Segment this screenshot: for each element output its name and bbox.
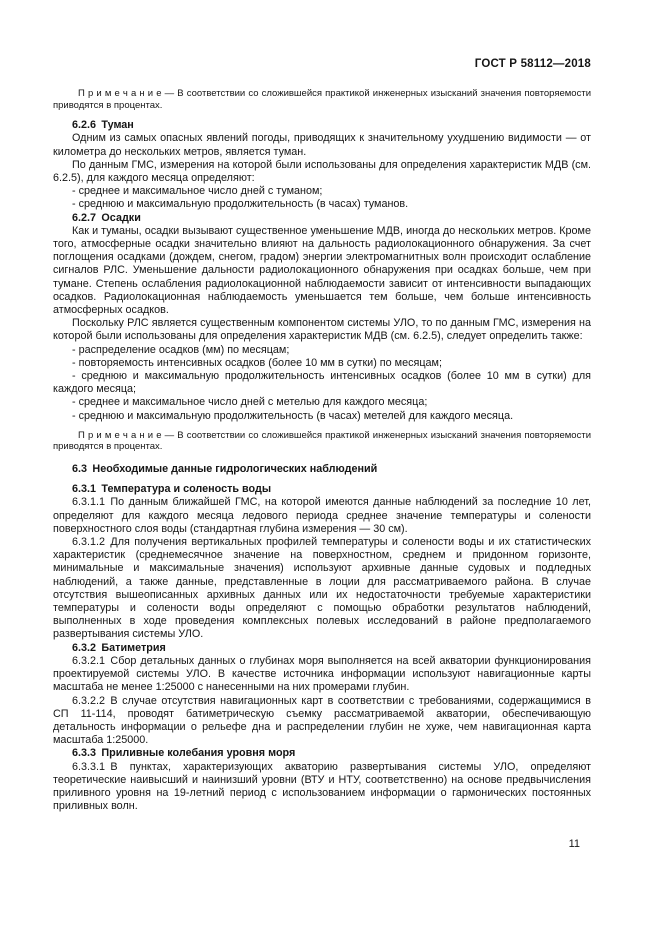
paragraph: 6.3.1.1 По данным ближайшей ГМС, на которой имеются данные наблюдений за последние 10 лет, определяют для каждого месяца ледового периода среднее значение температуры и солености поверхностного слоя воды (стандартная глубина измерения — 30 см). [53, 496, 591, 535]
note-repeatability: П р и м е ч а н и е — В соответствии со сложившейся практикой инженерных изысканий значения повторяемости приводятся в процентах. [53, 429, 591, 453]
list-item: - среднюю и максимальную продолжительность (в часах) туманов. [72, 198, 409, 211]
note-repeatability: П р и м е ч а н и е — В соответствии со сложившейся практикой инженерных изысканий значения повторяемости приводятся в процентах. [53, 88, 591, 111]
page-number: 11 [568, 838, 580, 850]
list-item: - среднюю и максимальную продолжительность (в часах) метелей для каждого месяца. [72, 409, 514, 422]
paragraph: Одним из самых опасных явлений погоды, приводящих к значительному ухудшению видимости — от километра до нескольких метров, является туман. [53, 132, 591, 158]
paragraph: Поскольку РЛС является существенным компонентом системы УЛО, то по данным ГМС, измерения на которой были использованы для определения характеристик МДВ (см. 6.2.5), следует определить также: [53, 317, 591, 343]
list-item: - среднее и максимальное число дней с туманом; [72, 185, 323, 198]
list-item: - распределение осадков (мм) по месяцам; [72, 343, 290, 356]
list-item: - среднюю и максимальную продолжительность интенсивных осадков (более 10 мм в сутки) для каждого месяца; [53, 370, 591, 396]
paragraph: 6.3.2.2 В случае отсутствия навигационных карт в соответствии с требованиями, содержащимися в СП 11-114, проводят батиметрическую съемку рассматриваемой акватории, обеспечивающую детальность информации о рельефе дна и распределении глубин не хуже, чем навигационная карта масштаба 1:25000. [53, 694, 591, 747]
paragraph: 6.3.1.2 Для получения вертикальных профилей температуры и солености воды и их статистических характеристик (среднемесячное значение на поверхностном, среднем и придонном горизонте, минимальные и максимальные значения) используют архивные данные судовых и подледных наблюдений, а также данные, представленные в лоции для рассматриваемого района. В случае отсутствия вышеописанных архивных данных или их недостаточности требуемые характеристики температуры и солености воды определяют с помощью обработки результатов наблюдений, выполненных в ходе проведения комплексных полевых исследований в районе предполагаемого развертывания системы УЛО. [53, 536, 591, 641]
list-item: - повторяемость интенсивных осадков (более 10 мм в сутки) по месяцам; [72, 356, 442, 369]
paragraph: 6.3.3.1 В пунктах, характеризующих акваторию развертывания системы УЛО, определяют теоретические наивысший и наинизший уровни (ВТУ и НТУ, соответственно) на основе предвычисления приливного уровня на 19-летний период с использованием информации о гармонических постоянных приливных волн. [53, 760, 591, 813]
heading-6-3-2-bathymetry: 6.3.2 Батиметрия [72, 641, 166, 654]
list-item: - среднее и максимальное число дней с метелью для каждого месяца; [72, 396, 428, 409]
heading-6-3-hydrological-data: 6.3 Необходимые данные гидрологических наблюдений [72, 463, 378, 476]
paragraph: Как и туманы, осадки вызывают существенное уменьшение МДВ, иногда до нескольких метров. Кроме того, атмосферные осадки значительно влияют на дальность радиолокационного обнаружения. За счет поглощения осадками (дождем, снегом, градом) энергии электромагнитных волн происходит ослабление сигналов РЛС. Уменьшение дальности радиолокационного обнаружения при осадках больше, чем при тумане. Степень ослабления радиолокационной наблюдаемости зависит от интенсивности выпадающих осадков. Радиолокационная наблюдаемость уменьшается тем больше, чем больше интенсивность атмосферных осадков. [53, 224, 591, 317]
document-body [53, 81, 591, 813]
heading-6-3-1-temperature-salinity: 6.3.1 Температура и соленость воды [72, 483, 272, 496]
heading-6-2-6-fog: 6.2.6 Туман [72, 119, 134, 132]
paragraph: По данным ГМС, измерения на которой были использованы для определения характеристик МДВ (см. 6.2.5), для каждого месяца определяют: [53, 158, 591, 184]
heading-6-3-3-tidal-fluctuations: 6.3.3 Приливные колебания уровня моря [72, 747, 296, 760]
paragraph: 6.3.2.1 Сбор детальных данных о глубинах моря выполняется на всей акватории функционирования проектируемой системы УЛО. В качестве источника информации используют навигационные карты масштаба не менее 1:25000 с нанесенными на них промерами глубин. [53, 654, 591, 694]
heading-6-2-7-precipitation: 6.2.7 Осадки [72, 211, 141, 224]
standard-code-header: ГОСТ Р 58112—2018 [474, 58, 591, 70]
